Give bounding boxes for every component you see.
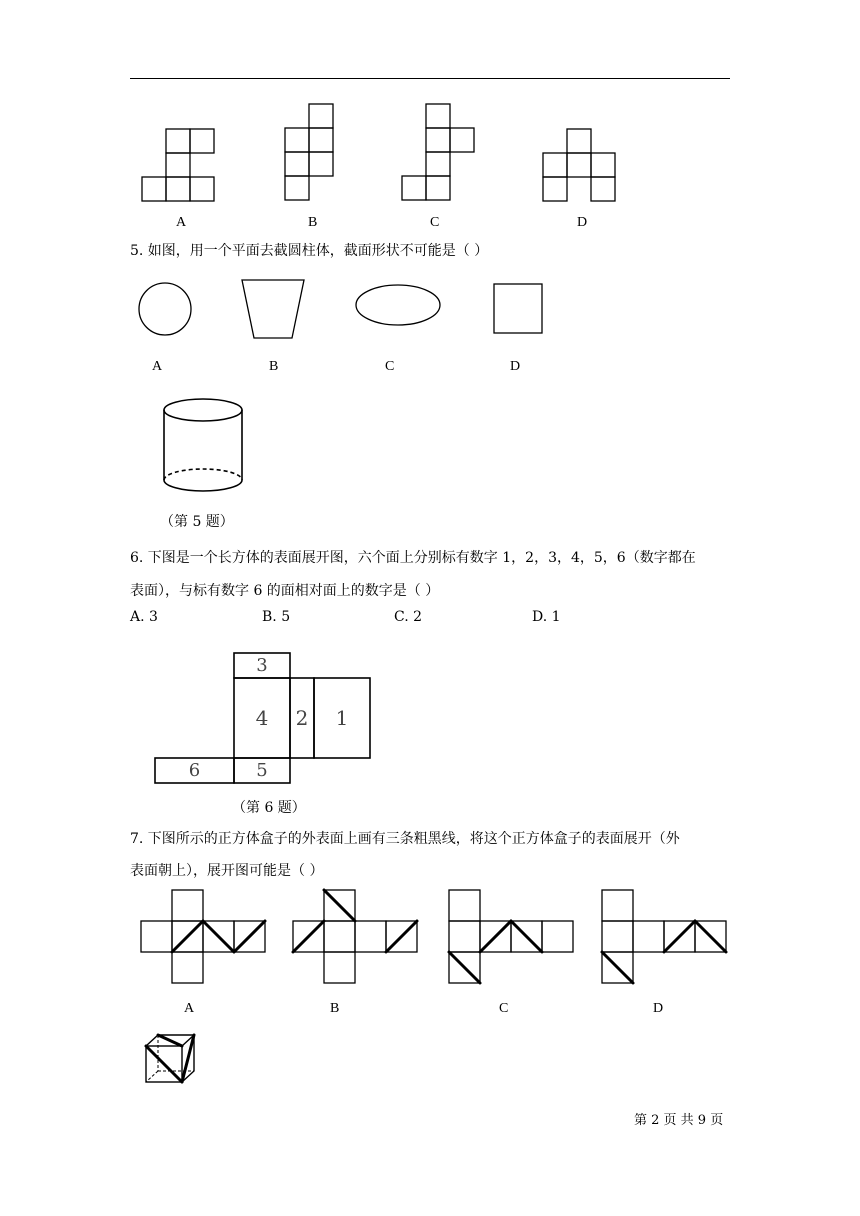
q7-cube bbox=[142, 1032, 200, 1086]
q5-shape-circle bbox=[134, 280, 196, 342]
q5-cylinder bbox=[160, 396, 246, 498]
q7-question-line2: 表面朝上），展开图可能是（ ） bbox=[130, 863, 324, 879]
header-rule bbox=[130, 78, 730, 79]
q7-net-b bbox=[292, 888, 420, 986]
q7-question-line1: 7. 下图所示的正方体盒子的外表面上画有三条粗黑线，将这个正方体盒子的表面展开（外 bbox=[130, 831, 680, 847]
q6-choice-b: B. 5 bbox=[262, 609, 291, 625]
q5-question: 5. 如图，用一个平面去截圆柱体，截面形状不可能是（ ） bbox=[130, 243, 489, 259]
q4-option-a: A bbox=[176, 215, 187, 230]
q6-label-2: 2 bbox=[295, 706, 309, 730]
q7-option-b: B bbox=[330, 1001, 340, 1016]
q5-option-d: D bbox=[510, 359, 521, 374]
q4-option-c: C bbox=[430, 215, 440, 230]
q7-net-c bbox=[447, 888, 575, 986]
q6-question-line1: 6. 下图是一个长方体的表面展开图，六个面上分别标有数字 1，2，3，4，5，6（数字都在 bbox=[130, 550, 696, 566]
q4-figure-a bbox=[140, 125, 220, 205]
q6-label-5: 5 bbox=[256, 760, 268, 781]
q5-shape-ellipse bbox=[352, 282, 444, 328]
q5-shape-trapezoid bbox=[238, 276, 308, 342]
q6-caption: （第 6 题） bbox=[232, 800, 306, 816]
q7-option-d: D bbox=[653, 1001, 664, 1016]
q6-label-6: 6 bbox=[188, 760, 201, 781]
q4-option-d: D bbox=[577, 215, 588, 230]
q6-choice-a: A. 3 bbox=[130, 609, 158, 625]
q7-option-a: A bbox=[184, 1001, 195, 1016]
q5-shape-square bbox=[490, 280, 546, 336]
q4-figure-c bbox=[400, 102, 480, 206]
q4-figure-d bbox=[540, 126, 620, 206]
q6-label-4: 4 bbox=[255, 706, 269, 730]
q4-figure-b bbox=[282, 102, 338, 206]
q7-net-d bbox=[600, 888, 728, 986]
q6-choice-d: D. 1 bbox=[532, 609, 561, 625]
q5-option-c: C bbox=[385, 359, 395, 374]
q6-question-line2: 表面），与标有数字 6 的面相对面上的数字是（ ） bbox=[130, 583, 440, 599]
q4-option-b: B bbox=[308, 215, 318, 230]
q7-net-a bbox=[140, 888, 268, 986]
q6-label-3: 3 bbox=[256, 655, 268, 676]
q6-choice-c: C. 2 bbox=[394, 609, 423, 625]
q5-caption: （第 5 题） bbox=[160, 514, 234, 530]
page-number: 第 2 页 共 9 页 bbox=[634, 1113, 724, 1128]
q6-label-1: 1 bbox=[335, 706, 349, 730]
q5-option-b: B bbox=[269, 359, 279, 374]
q7-option-c: C bbox=[499, 1001, 509, 1016]
q5-option-a: A bbox=[152, 359, 163, 374]
